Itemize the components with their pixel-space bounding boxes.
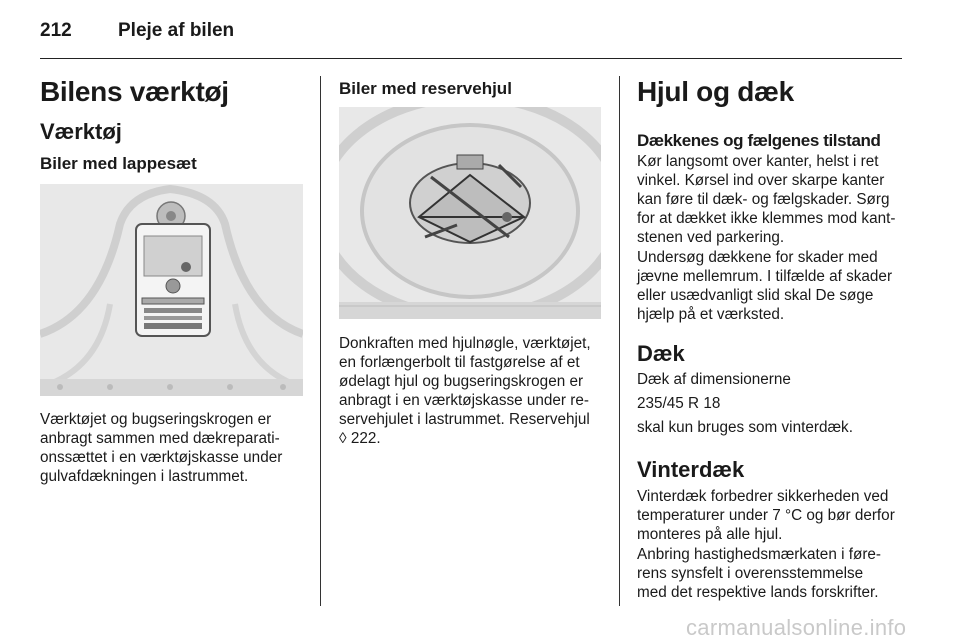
text-line: Kør langsomt over kanter, helst i ret	[637, 153, 879, 170]
column-divider-2	[619, 76, 620, 606]
illustration-spare-wheel-toolbox	[339, 107, 601, 319]
tyre-dimension-value: 235/45 R 18	[637, 395, 721, 412]
caption-line: en forlængerbolt til fastgørelse af et	[339, 354, 580, 371]
text-line: jævne mellemrum. I tilfælde af skader	[637, 268, 893, 285]
caption-line: Donkraften med hjulnøgle, værktøjet,	[339, 335, 591, 352]
page-reference-link[interactable]: 222.	[350, 430, 381, 447]
text-line: vinkel. Kørsel ind over skarpe kanter	[637, 172, 885, 189]
column-divider-1	[320, 76, 321, 606]
text-line: temperaturer under 7 °C og bør derfor	[637, 507, 895, 524]
caption-repair-kit	[40, 410, 310, 486]
caption-line: anbragt i en værktøjskasse under re-	[339, 392, 589, 409]
text-line: eller usædvanligt slid skal De søge	[637, 287, 874, 304]
running-title: Pleje af bilen	[118, 20, 235, 41]
caption-line: Værktøjet og bugseringskrogen er	[40, 411, 272, 428]
caption-spare-wheel	[339, 334, 614, 448]
paragraph-winter-2	[637, 545, 905, 602]
caption-line: gulvafdækningen i lastrummet.	[40, 468, 249, 485]
text-line: rens synsfelt i overensstemmelse	[637, 565, 864, 582]
paragraph-winter-1	[637, 487, 905, 544]
text-line: monteres på alle hjul.	[637, 526, 783, 543]
text-line: kan føre til dæk- og fælgskader. Sørg	[637, 191, 890, 208]
tyre-dimension-note: skal kun bruges som vinterdæk.	[637, 419, 853, 436]
text-line: Vinterdæk forbedrer sikkerheden ved	[637, 488, 889, 505]
subtitle-tools: Værktøj	[40, 119, 122, 144]
text-line: hjælp på et værksted.	[637, 306, 785, 323]
caption-line: servehjulet i lastrummet. Reservehjul	[339, 411, 590, 428]
text-line: stenen ved parkering.	[637, 229, 785, 246]
heading-winter-tyres: Vinterdæk	[637, 457, 745, 482]
section-title-tools: Bilens værktøj	[40, 76, 229, 107]
page-reference-arrow-icon: ◊	[339, 430, 347, 447]
heading-tyre-condition: Dækkenes og fælgenes tilstand	[637, 131, 881, 150]
tyre-dimension-intro: Dæk af dimensionerne	[637, 371, 791, 388]
text-line: Anbring hastighedsmærkaten i føre-	[637, 546, 882, 563]
watermark: carmanualsonline.info	[686, 615, 907, 640]
text-line: Undersøg dækkene for skader med	[637, 249, 878, 266]
paragraph-tyre-condition-2	[637, 248, 905, 324]
illustration-toolbox-repair-kit	[40, 184, 303, 396]
heading-repair-kit: Biler med lappesæt	[40, 154, 197, 173]
text-line: for at dækket ikke klemmes mod kant-	[637, 210, 896, 227]
caption-line: ødelagt hjul og bugseringskrogen er	[339, 373, 584, 390]
section-title-wheels-tyres: Hjul og dæk	[637, 76, 794, 107]
page-number: 212	[40, 20, 72, 41]
text-line: med det respektive lands forskrifter.	[637, 584, 879, 601]
caption-line: onssættet i en værktøjskasse under	[40, 449, 283, 466]
heading-tyres: Dæk	[637, 341, 685, 366]
paragraph-tyre-condition-1	[637, 152, 905, 247]
caption-line: anbragt sammen med dækreparati-	[40, 430, 280, 447]
heading-spare-wheel: Biler med reservehjul	[339, 79, 512, 98]
caption-line	[339, 429, 614, 448]
header-rule	[40, 58, 902, 59]
